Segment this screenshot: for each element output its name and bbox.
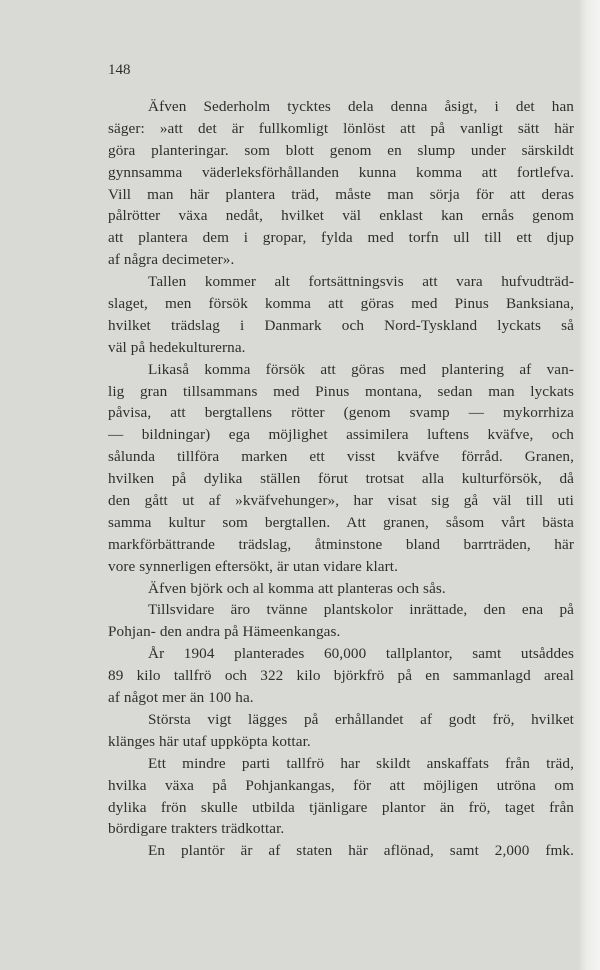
page-edge-shadow — [578, 0, 600, 970]
text-line: af något mer än 100 ha. — [108, 689, 254, 707]
text-line: att plantera dem i gropar, fylda med torfn ull till ett djup — [108, 229, 574, 247]
text-line: Äfven björk och al komma att planteras och sås. — [148, 579, 446, 597]
text-line: Tallen kommer alt fortsättningsvis att vara hufvudträd- — [148, 273, 574, 291]
text-line: En plantör är af staten här aflönad, samt 2,000 fmk. — [148, 842, 574, 860]
text-line: Största vigt lägges på erhållandet af godt frö, hvilket — [148, 710, 574, 728]
text-line: Vill man här plantera träd, måste man sörja för att deras — [108, 185, 574, 203]
text-line: lig gran tillsammans med Pinus montana, sedan man lyckats — [108, 382, 574, 400]
page-number: 148 — [108, 62, 131, 78]
text-line: sålunda tillföra marken ett visst kväfve förråd. Granen, — [108, 448, 574, 466]
text-line: slaget, men försök komma att göras med Pinus Banksiana, — [108, 295, 574, 313]
text-line: 89 kilo tallfrö och 322 kilo björkfrö på en sammanlagd areal — [108, 667, 574, 685]
text-line: hvilket trädslag i Danmark och Nord-Tyskland lyckats så — [108, 316, 574, 334]
text-line: säger: »att det är fullkomligt lönlöst att på vanligt sätt här — [108, 119, 574, 137]
text-line: Tillsvidare äro tvänne plantskolor inrättade, den ena på — [148, 601, 574, 619]
text-line: vore synnerligen eftersökt, är utan vidare klart. — [108, 557, 398, 575]
text-line: dylika frön skulle utbilda tjänligare plantor än frö, taget från — [108, 798, 574, 816]
text-line: — bildningar) ega möjlighet assimilera luftens kväfve, och — [108, 426, 574, 444]
body-text — [108, 96, 574, 862]
text-line: påvisa, att bergtallens rötter (genom svamp — mykorrhiza — [108, 404, 574, 422]
text-line: klänges här utaf uppköpta kottar. — [108, 732, 311, 750]
text-line: göra planteringar. som blott genom en slump under särskildt — [108, 141, 574, 159]
text-line: gynnsamma väderleksförhållanden kunna komma att fortlefva. — [108, 163, 574, 181]
text-line: markförbättrande trädslag, åtminstone bland barrträden, här — [108, 535, 574, 553]
text-line: väl på hedekulturerna. — [108, 338, 246, 356]
text-line: hvilken på dylika ställen förut trotsat alla kulturförsök, då — [108, 470, 574, 488]
text-line: pålrötter växa nedåt, hvilket väl enklast kan ernås genom — [108, 207, 574, 225]
text-line: samma kultur som bergtallen. Att granen, såsom vårt bästa — [108, 513, 574, 531]
text-line: Pohjan- den andra på Hämeenkangas. — [108, 623, 341, 641]
text-line: hvilka växa på Pohjankangas, för att möjligen utröna om — [108, 776, 574, 794]
text-line: Likaså komma försök att göras med plantering af van- — [148, 360, 574, 378]
text-line: Äfven Sederholm tycktes dela denna åsigt, i det han — [148, 98, 574, 115]
text-line: bördigare trakters trädkottar. — [108, 820, 285, 838]
text-line: År 1904 planterades 60,000 tallplantor, samt utsåddes — [148, 645, 574, 663]
text-line: Ett mindre parti tallfrö har skildt anskaffats från träd, — [148, 754, 574, 772]
text-line: af några decimeter». — [108, 251, 235, 269]
text-line: den gått ut af »kväfvehunger», har visat sig gå väl till uti — [108, 492, 574, 510]
